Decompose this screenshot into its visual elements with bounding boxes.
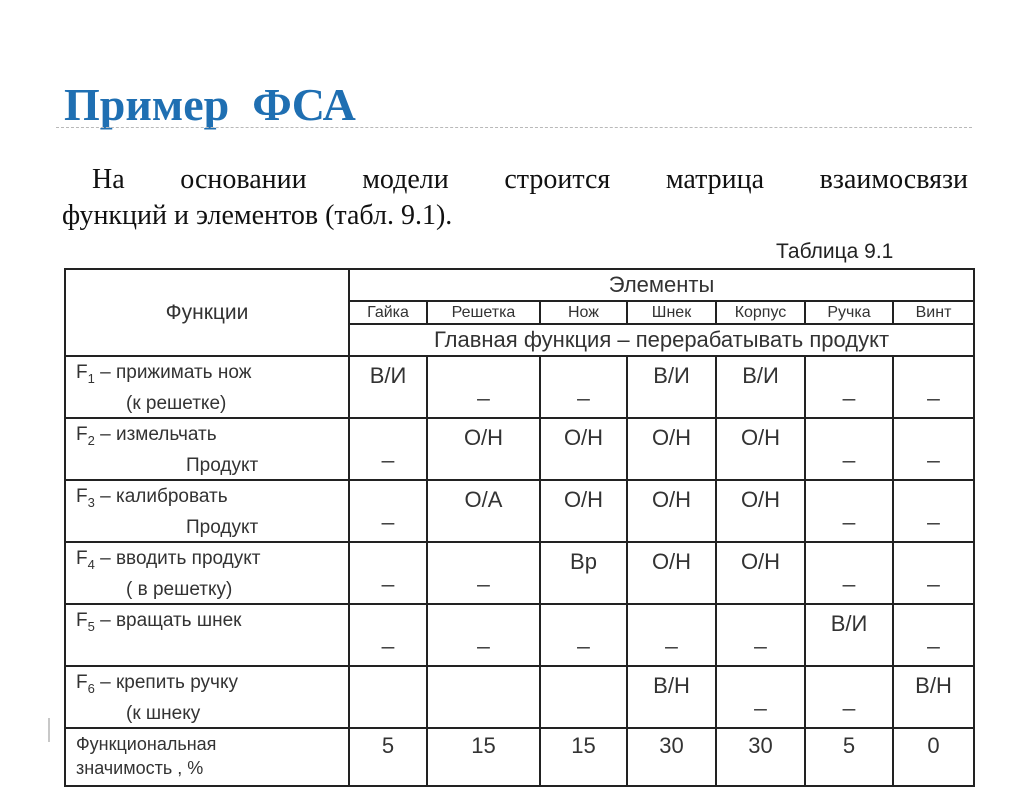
- function-text-cont: (к шнеку: [126, 702, 201, 724]
- function-text-cont: (к решетке): [126, 392, 227, 414]
- significance-value: 15: [427, 728, 540, 786]
- matrix-cell: О/А: [427, 480, 540, 542]
- significance-label-line: Функциональная: [76, 734, 217, 754]
- function-text: – вращать шнек: [94, 610, 242, 631]
- matrix-cell: _: [627, 604, 716, 666]
- function-code: F: [76, 486, 88, 507]
- matrix-cell: О/Н: [427, 418, 540, 480]
- matrix-cell: _: [805, 480, 893, 542]
- side-marker: [48, 718, 50, 742]
- matrix-cell: _: [427, 604, 540, 666]
- significance-value: 0: [893, 728, 974, 786]
- function-index: 3: [87, 494, 95, 510]
- significance-label: [65, 728, 349, 786]
- function-row: [65, 480, 974, 542]
- intro-line-2: функций и элементов (табл. 9.1).: [62, 200, 453, 231]
- matrix-cell: _: [893, 604, 974, 666]
- element-header: Шнек: [627, 301, 716, 324]
- matrix-cell: _: [427, 356, 540, 418]
- matrix-cell: В/И: [627, 356, 716, 418]
- function-name: [65, 418, 349, 480]
- matrix-cell: _: [540, 356, 627, 418]
- matrix-cell: _: [349, 542, 427, 604]
- function-code: F: [76, 610, 88, 631]
- function-code: F: [76, 672, 88, 693]
- matrix-cell: О/Н: [716, 480, 805, 542]
- matrix-cell: В/И: [805, 604, 893, 666]
- significance-label-line: значимость , %: [76, 758, 204, 778]
- matrix-cell: _: [349, 480, 427, 542]
- significance-value: 30: [716, 728, 805, 786]
- function-index: 4: [87, 556, 95, 572]
- significance-value: 5: [805, 728, 893, 786]
- function-text: – измельчать: [94, 424, 217, 445]
- function-row: [65, 356, 974, 418]
- matrix-cell: В/И: [349, 356, 427, 418]
- matrix-cell: _: [349, 604, 427, 666]
- matrix-cell: О/Н: [716, 542, 805, 604]
- function-row: [65, 604, 974, 666]
- function-code: F: [76, 548, 88, 569]
- significance-value: 15: [540, 728, 627, 786]
- matrix-cell: О/Н: [716, 418, 805, 480]
- function-index: 1: [87, 370, 95, 386]
- intro-paragraph: [62, 162, 968, 234]
- matrix-cell: _: [893, 356, 974, 418]
- function-index: 5: [87, 618, 95, 634]
- matrix-cell: _: [349, 418, 427, 480]
- element-header: Винт: [893, 301, 974, 324]
- elements-header: Элементы: [349, 269, 974, 301]
- matrix-cell: О/Н: [627, 480, 716, 542]
- matrix-cell: В/И: [716, 356, 805, 418]
- matrix-cell: _: [716, 604, 805, 666]
- matrix-cell: _: [427, 542, 540, 604]
- matrix-cell: [540, 666, 627, 728]
- matrix-cell: _: [805, 356, 893, 418]
- matrix-cell: _: [540, 604, 627, 666]
- significance-row: [65, 728, 974, 786]
- function-text: – прижимать нож: [94, 362, 252, 383]
- element-header: Решетка: [427, 301, 540, 324]
- matrix-cell: В/Н: [627, 666, 716, 728]
- function-row: [65, 666, 974, 728]
- function-text-cont: ( в решетку): [126, 578, 233, 600]
- element-header: Нож: [540, 301, 627, 324]
- matrix-cell: О/Н: [627, 542, 716, 604]
- matrix-cell: _: [805, 542, 893, 604]
- matrix-cell: _: [893, 418, 974, 480]
- title-divider: [56, 127, 972, 128]
- matrix-cell: О/Н: [627, 418, 716, 480]
- main-function-header: Главная функция – перерабатывать продукт: [349, 324, 974, 356]
- function-text: – крепить ручку: [94, 672, 238, 693]
- matrix-cell: _: [805, 418, 893, 480]
- function-index: 2: [87, 432, 95, 448]
- matrix-cell: _: [893, 480, 974, 542]
- function-name: [65, 542, 349, 604]
- function-index: 6: [87, 680, 95, 696]
- element-header: Корпус: [716, 301, 805, 324]
- fsa-matrix-table: [64, 268, 975, 787]
- function-text: – калибровать: [94, 486, 228, 507]
- element-header: Гайка: [349, 301, 427, 324]
- significance-value: 30: [627, 728, 716, 786]
- matrix-cell: [427, 666, 540, 728]
- function-text-cont: Продукт: [186, 454, 259, 476]
- function-code: F: [76, 362, 88, 383]
- function-text: – вводить продукт: [94, 548, 261, 569]
- slide-title: Пример ФСА: [64, 79, 356, 130]
- function-name: [65, 604, 349, 666]
- intro-line-1: На основании модели строится матрица взаимосвязи: [92, 164, 968, 195]
- function-name: [65, 480, 349, 542]
- matrix-cell: _: [716, 666, 805, 728]
- matrix-cell: Вр: [540, 542, 627, 604]
- function-text-cont: Продукт: [186, 516, 259, 538]
- function-row: [65, 418, 974, 480]
- matrix-cell: _: [805, 666, 893, 728]
- function-name: [65, 356, 349, 418]
- matrix-cell: В/Н: [893, 666, 974, 728]
- functions-header: Функции: [65, 269, 349, 356]
- matrix-cell: О/Н: [540, 418, 627, 480]
- matrix-cell: _: [893, 542, 974, 604]
- table-caption: Таблица 9.1: [776, 240, 894, 263]
- function-name: [65, 666, 349, 728]
- function-code: F: [76, 424, 88, 445]
- significance-value: 5: [349, 728, 427, 786]
- function-row: [65, 542, 974, 604]
- matrix-cell: [349, 666, 427, 728]
- element-header: Ручка: [805, 301, 893, 324]
- matrix-cell: О/Н: [540, 480, 627, 542]
